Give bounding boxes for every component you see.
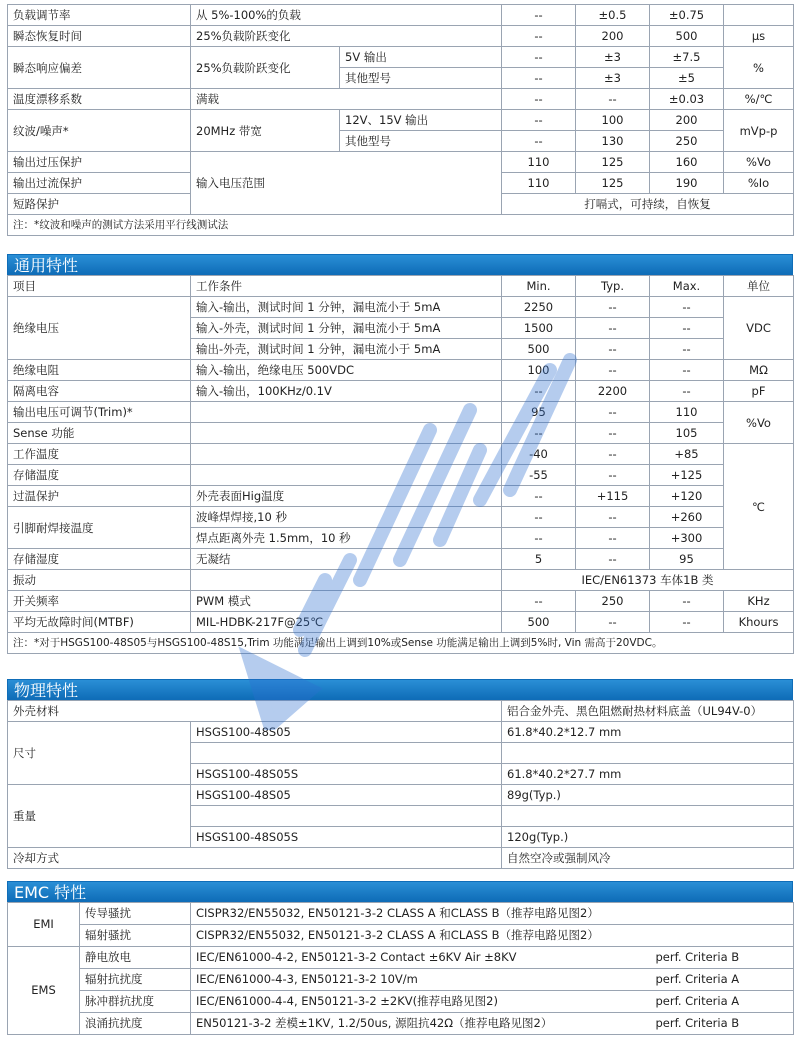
output-spec-section <box>7 4 793 236</box>
item-label: 冷却方式 <box>8 848 502 869</box>
physical-section <box>7 679 793 869</box>
item-label: 绝缘电阻 <box>8 360 191 381</box>
unit-value: pF <box>724 381 794 402</box>
table-row <box>8 5 794 26</box>
table-row <box>8 47 794 68</box>
table-row <box>8 26 794 47</box>
min-value: -- <box>502 5 576 26</box>
min-value: 500 <box>502 339 576 360</box>
table-row <box>8 969 794 991</box>
table-row <box>8 381 794 402</box>
standard-text: IEC/EN61000-4-3, EN50121-3-2 10V/m <box>191 969 651 991</box>
condition-text: 25%负载阶跃变化 <box>191 26 502 47</box>
condition-text: 外壳表面Hig温度 <box>191 486 502 507</box>
table-row <box>8 465 794 486</box>
value-text: 120g(Typ.) <box>502 827 794 848</box>
min-value: 500 <box>502 612 576 633</box>
standard-text: CISPR32/EN55032, EN50121-3-2 CLASS A 和CLASS B（推荐电路见图2） <box>191 925 794 947</box>
condition-text <box>191 402 502 423</box>
item-label: 重量 <box>8 785 191 848</box>
footnote: 注：*对于HSGS100-48S05与HSGS100-48S15,Trim 功能满足输出上调到10%或Sense 功能满足输出上调到5%时, Vin 需高于20VDC。 <box>8 633 794 654</box>
unit-value: VDC <box>724 297 794 360</box>
condition-text: 25%负载阶跃变化 <box>191 47 340 89</box>
sub-condition: 其他型号 <box>340 131 502 152</box>
unit-value: %Vo <box>724 152 794 173</box>
item-label: 外壳材料 <box>8 701 502 722</box>
model-name: HSGS100-48S05S <box>191 827 502 848</box>
item-label: 绝缘电压 <box>8 297 191 360</box>
model-name: HSGS100-48S05 <box>191 785 502 806</box>
typ-value: 125 <box>576 152 650 173</box>
table-row <box>8 591 794 612</box>
condition-text: 输入电压范围 <box>191 152 502 215</box>
min-value: 95 <box>502 402 576 423</box>
min-value: -40 <box>502 444 576 465</box>
typ-value: 2200 <box>576 381 650 402</box>
item-label: 短路保护 <box>8 194 191 215</box>
item-label: 静电放电 <box>80 947 191 969</box>
item-label: 输出电压可调节(Trim)* <box>8 402 191 423</box>
table-row <box>8 903 794 925</box>
table-row <box>8 633 794 654</box>
standard-text: IEC/EN61000-4-4, EN50121-3-2 ±2KV(推荐电路见图2) <box>191 991 651 1013</box>
min-value: 110 <box>502 173 576 194</box>
max-value: -- <box>650 381 724 402</box>
value-text: 61.8*40.2*27.7 mm <box>502 764 794 785</box>
max-value: 190 <box>650 173 724 194</box>
typ-value: -- <box>576 339 650 360</box>
max-value: -- <box>650 360 724 381</box>
min-value: 110 <box>502 152 576 173</box>
table-row <box>8 612 794 633</box>
item-label: 尺寸 <box>8 722 191 785</box>
typ-value: -- <box>576 318 650 339</box>
typ-value: -- <box>576 465 650 486</box>
item-label: 纹波/噪声* <box>8 110 191 152</box>
item-label: 振动 <box>8 570 191 591</box>
max-value: ±7.5 <box>650 47 724 68</box>
output-spec-table <box>7 4 794 236</box>
condition-text: 无凝结 <box>191 549 502 570</box>
condition-text <box>191 444 502 465</box>
typ-value: 250 <box>576 591 650 612</box>
max-value: 160 <box>650 152 724 173</box>
min-value: -- <box>502 89 576 110</box>
typ-value: -- <box>576 507 650 528</box>
item-label: 辐射抗扰度 <box>80 969 191 991</box>
max-value: -- <box>650 612 724 633</box>
condition-text: 输入-输出，100KHz/0.1V <box>191 381 502 402</box>
min-value: -- <box>502 423 576 444</box>
max-value: 105 <box>650 423 724 444</box>
condition-text: 波峰焊焊接,10 秒 <box>191 507 502 528</box>
value-text: 89g(Typ.) <box>502 785 794 806</box>
model-name: HSGS100-48S05S <box>191 764 502 785</box>
typ-value: -- <box>576 444 650 465</box>
table-row <box>8 570 794 591</box>
section-title: EMC 特性 <box>7 881 793 902</box>
condition-text: 输入-输出，绝缘电压 500VDC <box>191 360 502 381</box>
criteria-text: perf. Criteria B <box>651 947 794 969</box>
condition-text: 焊点距离外壳 1.5mm，10 秒 <box>191 528 502 549</box>
standard-text: EN50121-3-2 差模±1KV, 1.2/50us, 源阻抗42Ω（推荐电路见图2） <box>191 1013 651 1035</box>
max-value: 250 <box>650 131 724 152</box>
item-label: 开关频率 <box>8 591 191 612</box>
table-header-row <box>8 276 794 297</box>
table-row <box>8 549 794 570</box>
table-row <box>8 991 794 1013</box>
table-row <box>8 89 794 110</box>
value-text: 自然空冷或强制风冷 <box>502 848 794 869</box>
table-row <box>8 297 794 318</box>
item-label: 输出过流保护 <box>8 173 191 194</box>
item-label: 传导骚扰 <box>80 903 191 925</box>
typ-value: ±0.5 <box>576 5 650 26</box>
max-value: ±0.75 <box>650 5 724 26</box>
standard-text: IEC/EN61000-4-2, EN50121-3-2 Contact ±6KV Air ±8KV <box>191 947 651 969</box>
table-row <box>8 423 794 444</box>
unit-value: KHz <box>724 591 794 612</box>
min-value: 1500 <box>502 318 576 339</box>
value-text <box>502 743 794 764</box>
max-value: +125 <box>650 465 724 486</box>
item-label: 过温保护 <box>8 486 191 507</box>
physical-table <box>7 700 794 869</box>
min-value: 2250 <box>502 297 576 318</box>
typ-value: 130 <box>576 131 650 152</box>
section-title: 物理特性 <box>7 679 793 700</box>
table-row <box>8 444 794 465</box>
item-label: 平均无故障时间(MTBF) <box>8 612 191 633</box>
max-value: 200 <box>650 110 724 131</box>
value-text: 打嗝式，可持续，自恢复 <box>502 194 794 215</box>
unit-value: ℃ <box>724 444 794 570</box>
general-section <box>7 254 793 654</box>
typ-value: -- <box>576 89 650 110</box>
typ-value: -- <box>576 528 650 549</box>
criteria-text: perf. Criteria A <box>651 969 794 991</box>
table-row <box>8 722 794 743</box>
criteria-text: perf. Criteria B <box>651 1013 794 1035</box>
min-value: -55 <box>502 465 576 486</box>
condition-text <box>191 423 502 444</box>
max-value: +300 <box>650 528 724 549</box>
sub-condition: 其他型号 <box>340 68 502 89</box>
min-value: -- <box>502 486 576 507</box>
typ-value: +115 <box>576 486 650 507</box>
sub-condition: 5V 输出 <box>340 47 502 68</box>
header-max: Max. <box>650 276 724 297</box>
header-min: Min. <box>502 276 576 297</box>
header-condition: 工作条件 <box>191 276 502 297</box>
header-typ: Typ. <box>576 276 650 297</box>
item-label: 温度漂移系数 <box>8 89 191 110</box>
typ-value: -- <box>576 297 650 318</box>
item-label: 负载调节率 <box>8 5 191 26</box>
typ-value: -- <box>576 360 650 381</box>
item-label: 引脚耐焊接温度 <box>8 507 191 549</box>
sub-condition: 12V、15V 输出 <box>340 110 502 131</box>
table-row <box>8 1013 794 1035</box>
max-value: +120 <box>650 486 724 507</box>
max-value: 500 <box>650 26 724 47</box>
typ-value: ±3 <box>576 68 650 89</box>
max-value: +260 <box>650 507 724 528</box>
header-unit: 单位 <box>724 276 794 297</box>
table-row <box>8 215 794 236</box>
value-text: IEC/EN61373 车体1B 类 <box>502 570 794 591</box>
table-row <box>8 110 794 131</box>
condition-text <box>191 465 502 486</box>
typ-value: 100 <box>576 110 650 131</box>
max-value: -- <box>650 318 724 339</box>
typ-value: -- <box>576 423 650 444</box>
min-value: -- <box>502 26 576 47</box>
item-label: 工作温度 <box>8 444 191 465</box>
emc-section <box>7 881 793 1035</box>
unit-value: MΩ <box>724 360 794 381</box>
condition-text: 输入-外壳，测试时间 1 分钟，漏电流小于 5mA <box>191 318 502 339</box>
condition-text: 输入-输出，测试时间 1 分钟，漏电流小于 5mA <box>191 297 502 318</box>
max-value: -- <box>650 339 724 360</box>
min-value: -- <box>502 110 576 131</box>
item-label: 脉冲群抗扰度 <box>80 991 191 1013</box>
max-value: ±0.03 <box>650 89 724 110</box>
item-label: 隔离电容 <box>8 381 191 402</box>
typ-value: -- <box>576 549 650 570</box>
category-label: EMI <box>8 903 80 947</box>
condition-text <box>191 570 502 591</box>
typ-value: 200 <box>576 26 650 47</box>
value-text: 61.8*40.2*12.7 mm <box>502 722 794 743</box>
section-title: 通用特性 <box>7 254 793 275</box>
table-row <box>8 947 794 969</box>
typ-value: ±3 <box>576 47 650 68</box>
table-row <box>8 507 794 528</box>
criteria-text: perf. Criteria A <box>651 991 794 1013</box>
item-label: 存储湿度 <box>8 549 191 570</box>
unit-value: Khours <box>724 612 794 633</box>
value-text: 铝合金外壳、黑色阻燃耐热材料底盖（UL94V-0） <box>502 701 794 722</box>
min-value: -- <box>502 381 576 402</box>
typ-value: 125 <box>576 173 650 194</box>
item-label: 瞬态响应偏差 <box>8 47 191 89</box>
min-value: -- <box>502 591 576 612</box>
unit-value: %Vo <box>724 402 794 444</box>
unit-value: mVp-p <box>724 110 794 152</box>
table-row <box>8 701 794 722</box>
condition-text: 从 5%-100%的负载 <box>191 5 502 26</box>
standard-text: CISPR32/EN55032, EN50121-3-2 CLASS A 和CLASS B（推荐电路见图2） <box>191 903 794 925</box>
min-value: -- <box>502 131 576 152</box>
unit-value: % <box>724 47 794 89</box>
min-value: -- <box>502 68 576 89</box>
max-value: -- <box>650 297 724 318</box>
item-label: 输出过压保护 <box>8 152 191 173</box>
max-value: 110 <box>650 402 724 423</box>
value-text <box>502 806 794 827</box>
min-value: 5 <box>502 549 576 570</box>
typ-value: -- <box>576 612 650 633</box>
unit-value: %Io <box>724 173 794 194</box>
item-label: 辐射骚扰 <box>80 925 191 947</box>
min-value: -- <box>502 528 576 549</box>
condition-text: 满载 <box>191 89 502 110</box>
condition-text: 20MHz 带宽 <box>191 110 340 152</box>
min-value: -- <box>502 507 576 528</box>
typ-value: -- <box>576 402 650 423</box>
min-value: -- <box>502 47 576 68</box>
footnote: 注：*纹波和噪声的测试方法采用平行线测试法 <box>8 215 794 236</box>
max-value: 95 <box>650 549 724 570</box>
table-row <box>8 925 794 947</box>
model-name <box>191 743 502 764</box>
item-label: 存储温度 <box>8 465 191 486</box>
item-label: 瞬态恢复时间 <box>8 26 191 47</box>
model-name: HSGS100-48S05 <box>191 722 502 743</box>
table-row <box>8 486 794 507</box>
item-label: 浪涌抗扰度 <box>80 1013 191 1035</box>
category-label: EMS <box>8 947 80 1035</box>
table-row <box>8 848 794 869</box>
header-item: 项目 <box>8 276 191 297</box>
condition-text: MIL-HDBK-217F@25℃ <box>191 612 502 633</box>
general-table <box>7 275 794 654</box>
max-value: -- <box>650 591 724 612</box>
emc-table <box>7 902 794 1035</box>
table-row <box>8 785 794 806</box>
min-value: 100 <box>502 360 576 381</box>
unit-value <box>724 5 794 26</box>
table-row <box>8 402 794 423</box>
max-value: +85 <box>650 444 724 465</box>
unit-value: %/℃ <box>724 89 794 110</box>
table-row <box>8 360 794 381</box>
item-label: Sense 功能 <box>8 423 191 444</box>
model-name <box>191 806 502 827</box>
table-row <box>8 152 794 173</box>
condition-text: PWM 模式 <box>191 591 502 612</box>
unit-value: μs <box>724 26 794 47</box>
max-value: ±5 <box>650 68 724 89</box>
condition-text: 输出-外壳，测试时间 1 分钟，漏电流小于 5mA <box>191 339 502 360</box>
